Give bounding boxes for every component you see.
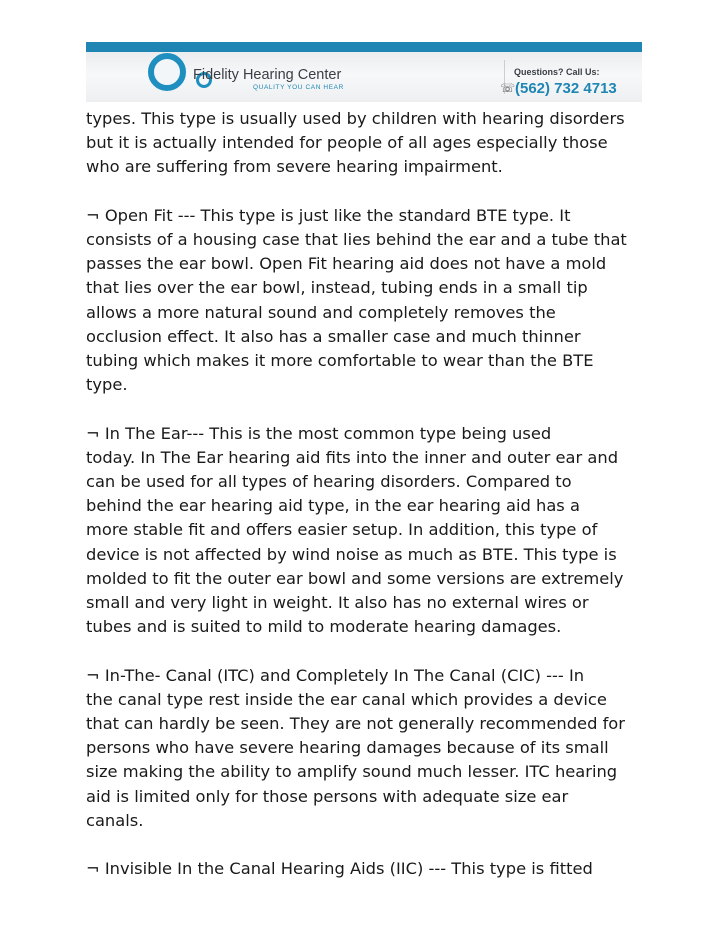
- line-text: tubing which makes it more comfortable to wear than the BTE: [86, 351, 594, 371]
- text-line: [86, 567, 646, 591]
- bullet-symbol: ¬: [86, 205, 100, 225]
- line-text: canals.: [86, 810, 144, 830]
- line-text: small and very light in weight. It also has no external wires or: [86, 593, 589, 613]
- body-paragraph: [86, 664, 646, 833]
- line-text: tubes and is suited to mild to moderate hearing damages.: [86, 617, 562, 637]
- text-line: [86, 736, 646, 760]
- body-paragraph: [86, 857, 646, 881]
- text-line: [86, 325, 646, 349]
- header-banner: [86, 42, 642, 102]
- text-line: [86, 155, 646, 179]
- logo-ring-icon: [148, 53, 186, 91]
- body-paragraph: [86, 204, 646, 398]
- phone-number: (562) 732 4713: [515, 80, 617, 97]
- text-line: [86, 857, 646, 881]
- text-line: [86, 591, 646, 615]
- line-text: occlusion effect. It also has a smaller case and much thinner: [86, 326, 581, 346]
- line-text: size making the ability to amplify sound much lesser. ITC hearing: [86, 762, 618, 782]
- text-line: [86, 276, 646, 300]
- line-text: molded to fit the outer ear bowl and some versions are extremely: [86, 568, 624, 588]
- text-line: [86, 494, 646, 518]
- line-text: more stable fit and offers easier setup. In addition, this type of: [86, 520, 598, 540]
- text-line: [86, 373, 646, 397]
- text-line: [86, 204, 646, 228]
- bullet-symbol: ¬: [86, 423, 100, 443]
- text-line: [86, 107, 646, 131]
- text-line: [86, 349, 646, 373]
- line-text: that lies over the ear bowl, instead, tubing ends in a small tip: [86, 278, 588, 298]
- line-text: behind the ear hearing aid type, in the ear hearing aid has a: [86, 496, 580, 516]
- body-paragraph: [86, 107, 646, 180]
- text-line: [86, 664, 646, 688]
- text-line: [86, 470, 646, 494]
- text-line: [86, 252, 646, 276]
- line-text: allows a more natural sound and completely removes the: [86, 302, 556, 322]
- line-text: that can hardly be seen. They are not generally recommended for: [86, 714, 625, 734]
- line-text: In The Ear--- This is the most common type being used: [99, 423, 552, 443]
- contact-label: Questions? Call Us:: [514, 67, 600, 77]
- brand-name: Fidelity Hearing Center: [193, 67, 342, 83]
- line-text: aid is limited only for those persons with adequate size ear: [86, 786, 569, 806]
- line-text: but it is actually intended for people of all ages especially those: [86, 133, 608, 153]
- document-body: [86, 107, 646, 906]
- line-text: the canal type rest inside the ear canal which provides a device: [86, 689, 607, 709]
- text-line: [86, 228, 646, 252]
- text-line: [86, 543, 646, 567]
- text-line: [86, 688, 646, 712]
- line-text: Open Fit --- This type is just like the standard BTE type. It: [99, 205, 571, 225]
- line-text: types. This type is usually used by children with hearing disorders: [86, 109, 625, 128]
- line-text: type.: [86, 375, 128, 395]
- line-text: today. In The Ear hearing aid fits into the inner and outer ear and: [86, 447, 619, 467]
- text-line: [86, 446, 646, 470]
- text-line: [86, 518, 646, 542]
- line-text: who are suffering from severe hearing impairment.: [86, 157, 503, 177]
- brand-tagline: QUALITY YOU CAN HEAR: [253, 84, 344, 91]
- bullet-symbol: ¬: [86, 859, 100, 879]
- phone-icon: ☏: [500, 81, 516, 95]
- text-line: [86, 615, 646, 639]
- text-line: [86, 301, 646, 325]
- text-line: [86, 131, 646, 155]
- banner-accent-bar: [86, 42, 642, 52]
- text-line: [86, 712, 646, 736]
- line-text: passes the ear bowl. Open Fit hearing aid does not have a mold: [86, 254, 607, 274]
- line-text: consists of a housing case that lies behind the ear and a tube that: [86, 230, 627, 249]
- line-text: In-The- Canal (ITC) and Completely In The Canal (CIC) --- In: [99, 665, 585, 685]
- line-text: can be used for all types of hearing disorders. Compared to: [86, 472, 572, 492]
- text-line: [86, 760, 646, 784]
- body-paragraph: [86, 422, 646, 640]
- bullet-symbol: ¬: [86, 665, 100, 685]
- line-text: persons who have severe hearing damages because of its small: [86, 738, 609, 758]
- text-line: [86, 422, 646, 446]
- line-text: Invisible In the Canal Hearing Aids (IIC) --- This type is fitted: [99, 859, 593, 879]
- line-text: device is not affected by wind noise as much as BTE. This type is: [86, 544, 617, 564]
- text-line: [86, 809, 646, 833]
- text-line: [86, 785, 646, 809]
